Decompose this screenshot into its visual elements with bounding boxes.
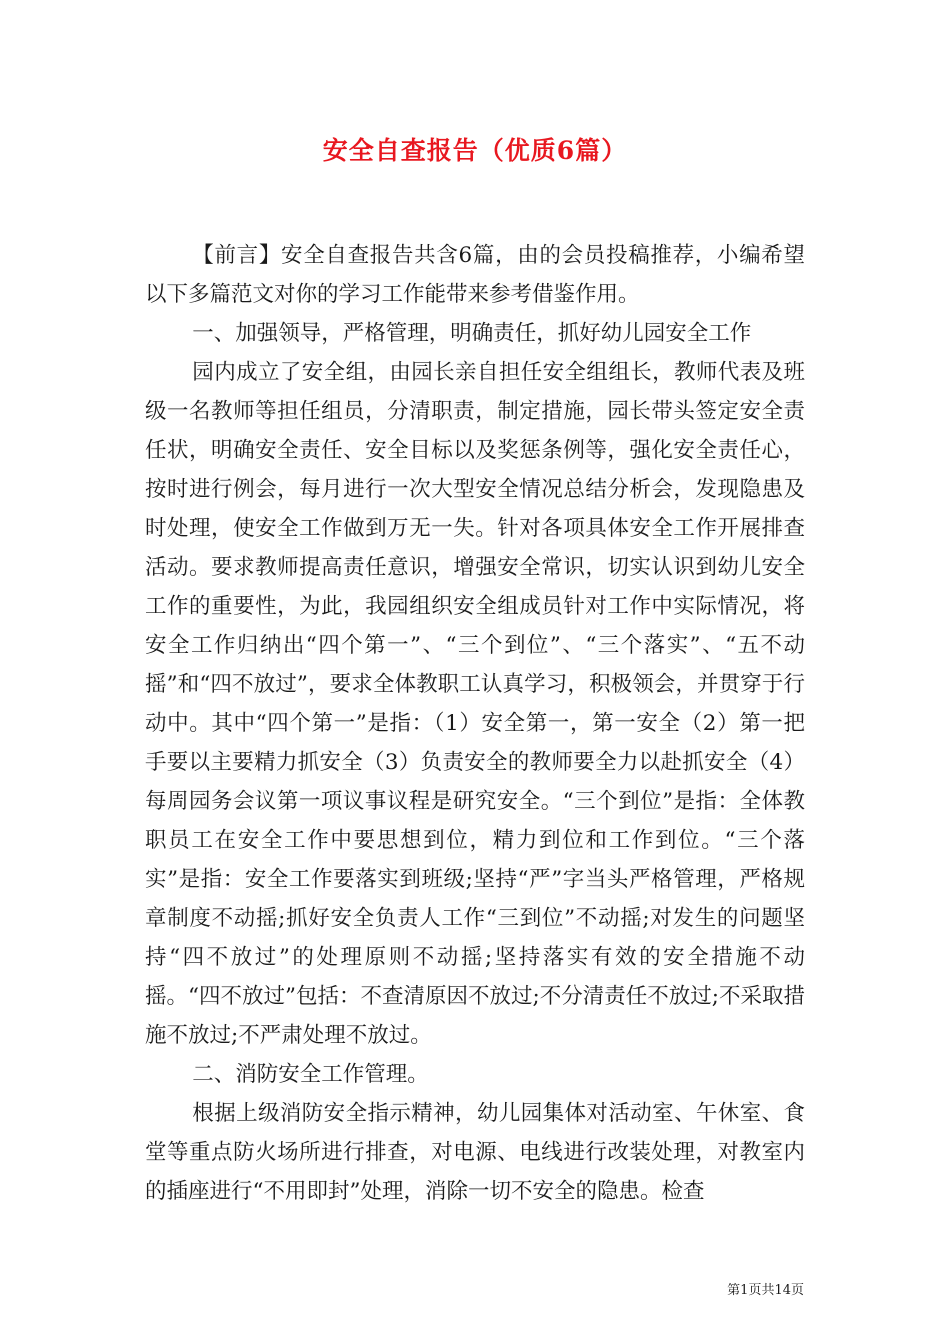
document-body: [145, 236, 805, 1211]
document-title: 安全自查报告（优质6篇）: [322, 136, 628, 165]
page-number-footer: 第1页共14页: [727, 1283, 804, 1298]
body-paragraph: 根据上级消防安全指示精神，幼儿园集体对活动室、午休室、食堂等重点防火场所进行排查，对电源、电线进行改装处理，对教室内的插座进行“不用即封”处理，消除一切不安全的隐患。检查: [145, 1101, 805, 1204]
body-paragraph: 园内成立了安全组，由园长亲自担任安全组组长，教师代表及班级一名教师等担任组员，分清职责，制定措施，园长带头签定安全责任状，明确安全责任、安全目标以及奖惩条例等，强化安全责任心，按时进行例会，每月进行一次大型安全情况总结分析会，发现隐患及时处理，使安全工作做到万无一失。针对各项具体安全工作开展排查活动。要求教师提高责任意识，增强安全常识，切实认识到幼儿安全工作的重要性，为此，我园组织安全组成员针对工作中实际情况，将安全工作归纳出“四个第一”、“三个到位”、“三个落实”、“五不动摇”和“四不放过”，要求全体教职工认真学习，积极领会，并贯穿于行动中。其中“四个第一”是指：（1）安全第一，第一安全（2）第一把手要以主要精力抓安全（3）负责安全的教师要全力以赴抓安全（4）每周园务会议第一项议事议程是研究安全。“三个到位”是指：全体教职员工在安全工作中要思想到位，精力到位和工作到位。“三个落实”是指：安全工作要落实到班级;坚持“严”字当头严格管理，严格规章制度不动摇;抓好安全负责人工作“三到位”不动摇;对发生的问题坚持“四不放过”的处理原则不动摇;坚持落实有效的安全措施不动摇。“四不放过”包括：不查清原因不放过;不分清责任不放过;不采取措施不放过;不严肃处理不放过。: [145, 360, 805, 1048]
preface-paragraph: 【前言】安全自查报告共含6篇，由的会员投稿推荐，小编希望以下多篇范文对你的学习工作能带来参考借鉴作用。: [145, 243, 805, 307]
section-heading-1: 一、加强领导，严格管理，明确责任，抓好幼儿园安全工作: [192, 321, 752, 346]
section-heading-2: 二、消防安全工作管理。: [192, 1062, 429, 1087]
